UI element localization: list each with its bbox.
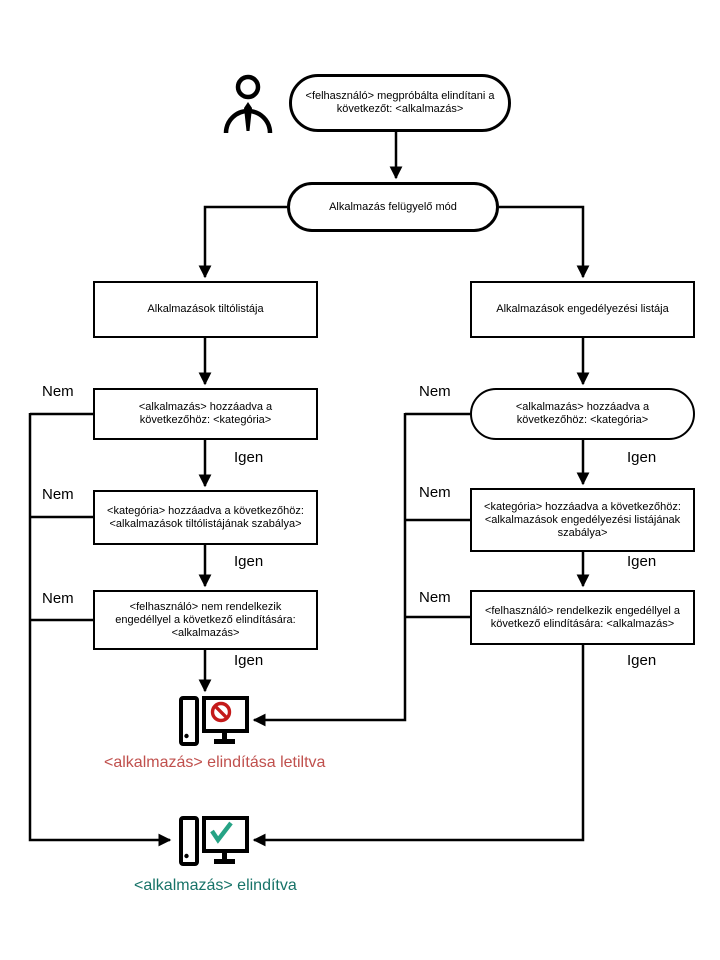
edge-label-yes: Igen xyxy=(627,553,657,570)
start-node xyxy=(289,74,511,132)
connector-allow-no-trunk-to-blocked xyxy=(254,413,405,720)
mode-node-label: Alkalmazás felügyelő mód xyxy=(329,200,457,213)
edge-label-no: Nem xyxy=(419,383,451,400)
edge-label-no: Nem xyxy=(419,484,451,501)
connector-allow-check3-to-allowed xyxy=(254,645,583,840)
allow-check-category-label: <kategória> hozzáadva a következőhöz: <alkalmazások engedélyezési listájának szabálya> xyxy=(484,500,681,539)
deny-check-user-label: <felhasználó> nem rendelkezik engedéllyel a következő elindítására: <alkalmazás> xyxy=(115,600,296,639)
computer-with-prohibition-icon xyxy=(178,695,250,754)
allow-check-category-node xyxy=(470,488,695,552)
connector-mode-to-allowlist xyxy=(499,207,583,277)
deny-check-app-label: <alkalmazás> hozzáadva a következőhöz: <kategória> xyxy=(138,401,273,426)
deny-check-user-node xyxy=(93,590,318,650)
edge-label-yes: Igen xyxy=(234,449,264,466)
edge-label-yes: Igen xyxy=(627,652,657,669)
allowed-outcome-label: <alkalmazás> elindítva xyxy=(134,877,297,894)
deny-check-category-node xyxy=(93,490,318,545)
allow-check-user-label: <felhasználó> rendelkezik engedéllyel a következő elindítására: <alkalmazás> xyxy=(484,604,681,630)
user-icon xyxy=(222,74,274,139)
connector-mode-to-denylist xyxy=(205,207,287,277)
allowlist-node-label: Alkalmazások engedélyezési listája xyxy=(496,303,669,315)
blocked-outcome-label: <alkalmazás> elindítása letiltva xyxy=(104,754,326,771)
edge-label-yes: Igen xyxy=(234,652,264,669)
mode-node xyxy=(287,182,499,232)
deny-check-category-label: <kategória> hozzáadva a következőhöz: <alkalmazások tiltólistájának szabálya> xyxy=(107,504,304,530)
edge-label-no: Nem xyxy=(42,590,74,607)
edge-label-no: Nem xyxy=(42,486,74,503)
deny-check-app-node xyxy=(93,388,318,440)
computer-with-checkmark-icon xyxy=(178,815,250,874)
edge-label-no: Nem xyxy=(419,589,451,606)
allow-check-app-label: <alkalmazás> hozzáadva a következőhöz: <kategória> xyxy=(515,401,650,426)
edge-label-no: Nem xyxy=(42,383,74,400)
edge-label-yes: Igen xyxy=(234,553,264,570)
start-node-label: <felhasználó> megpróbálta elindítani a következőt: <alkalmazás> xyxy=(305,90,495,115)
allowlist-node xyxy=(470,281,695,338)
denylist-node-label: Alkalmazások tiltólistája xyxy=(147,303,264,315)
denylist-node xyxy=(93,281,318,338)
edge-label-yes: Igen xyxy=(627,449,657,466)
allow-check-app-node xyxy=(470,388,695,440)
allow-check-user-node xyxy=(470,590,695,645)
